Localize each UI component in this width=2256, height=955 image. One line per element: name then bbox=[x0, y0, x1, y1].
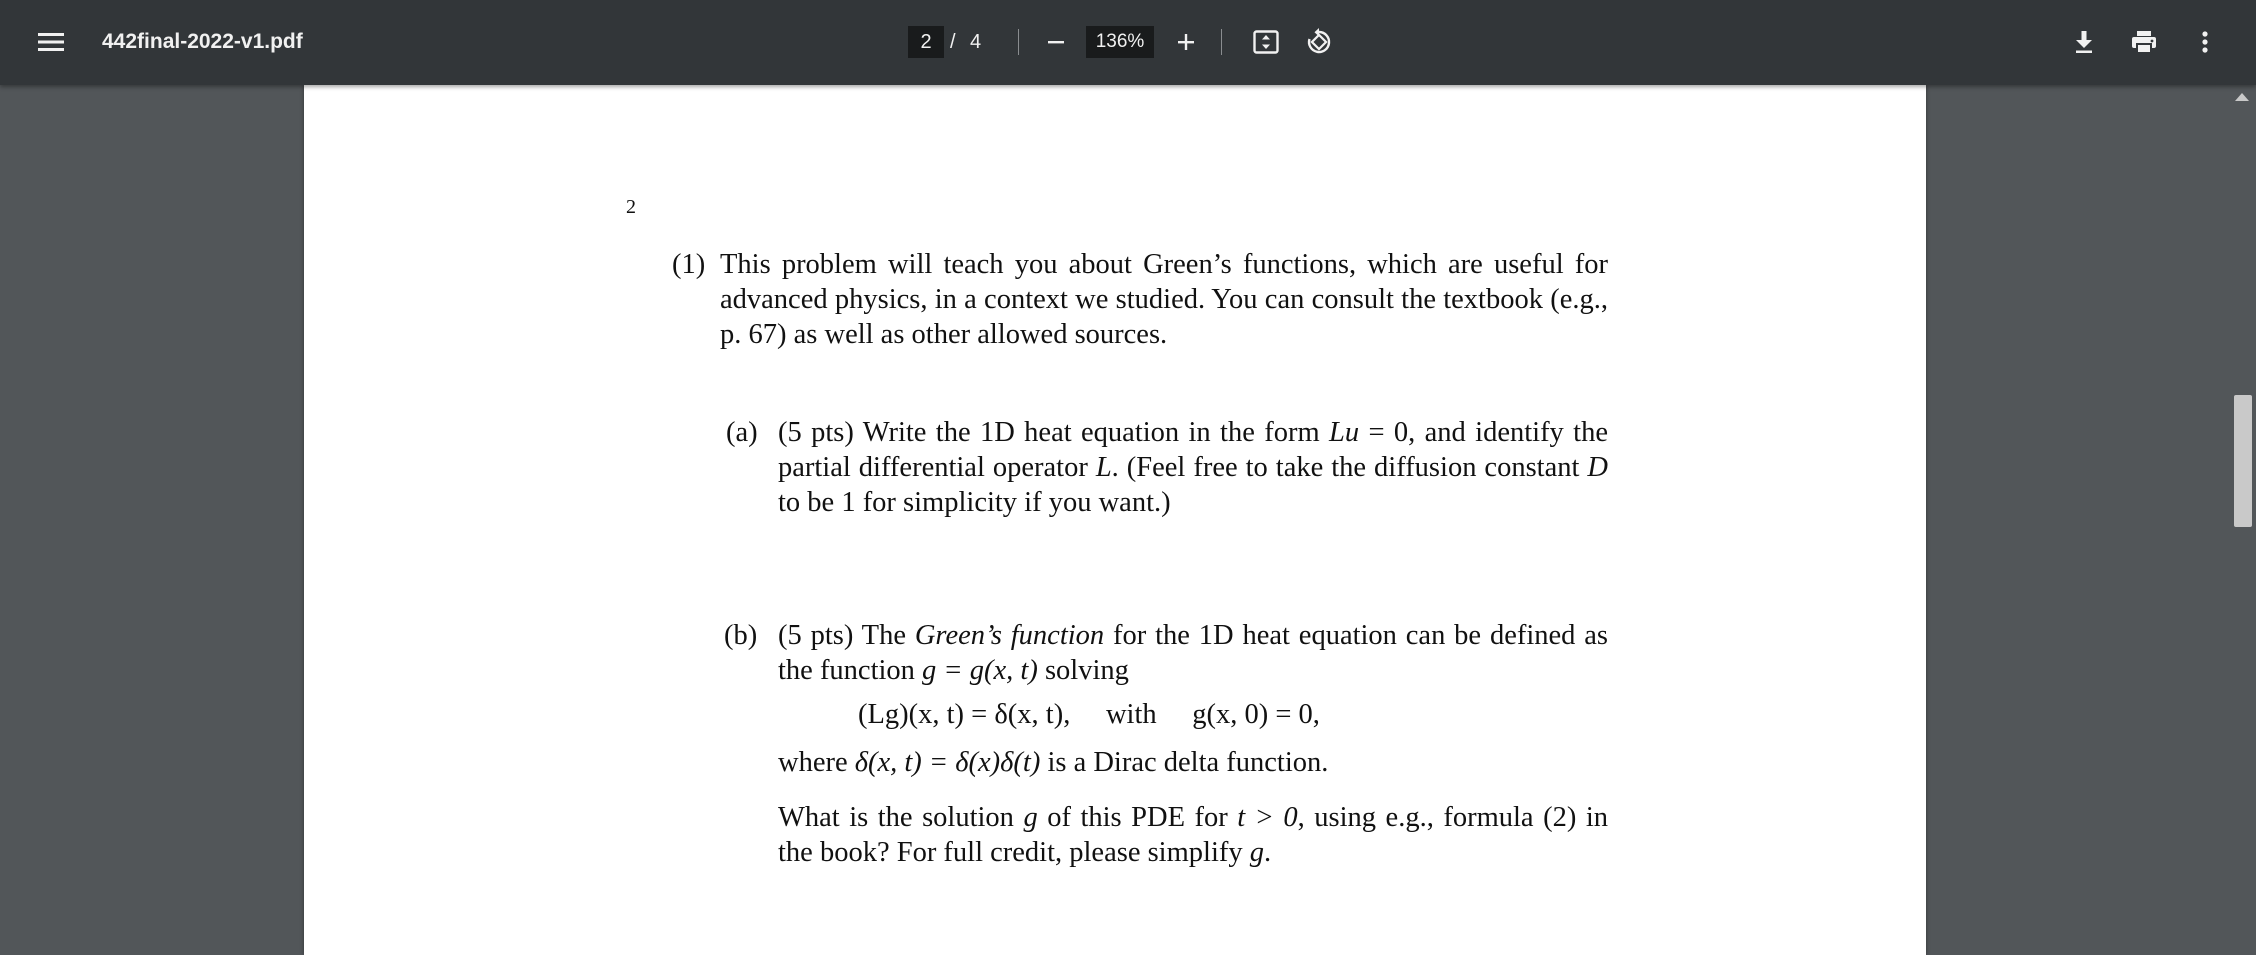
more-vert-icon bbox=[2201, 30, 2209, 54]
plus-icon bbox=[1177, 33, 1195, 51]
minus-icon bbox=[1047, 33, 1065, 51]
page-number: 2 bbox=[626, 196, 636, 218]
scroll-up-arrow-icon[interactable] bbox=[2235, 93, 2249, 101]
green-function-equation: (Lg)(x, t) = δ(x, t), with g(x, 0) = 0, bbox=[858, 699, 1320, 730]
toolbar-divider bbox=[1018, 29, 1019, 55]
page-separator: / bbox=[950, 31, 956, 53]
part-b-question: What is the solution g of this PDE for t > 0, using e.g., formula (2) in the book? For full credit, please simplify g. bbox=[778, 802, 1608, 868]
rotate-icon bbox=[1305, 28, 1333, 56]
print-button[interactable] bbox=[2123, 21, 2165, 63]
more-options-button[interactable] bbox=[2184, 21, 2226, 63]
part-a-number: (a) bbox=[726, 417, 758, 448]
fit-to-page-button[interactable] bbox=[1245, 21, 1287, 63]
zoom-level-input[interactable]: 136% bbox=[1086, 26, 1154, 58]
problem-number: (1) bbox=[672, 249, 706, 280]
scrollbar-thumb[interactable] bbox=[2234, 395, 2252, 527]
part-b-text: (5 pts) The Green’s function for the 1D heat equation can be defined as the function g = g(x, t) solving bbox=[778, 620, 1608, 686]
fit-to-page-icon bbox=[1253, 30, 1279, 54]
delta-definition: where δ(x, t) = δ(x)δ(t) is a Dirac delta function. bbox=[778, 747, 1329, 778]
print-icon bbox=[2131, 30, 2157, 54]
part-a-text: (5 pts) Write the 1D heat equation in the form Lu = 0, and identify the partial differential operator L. (Feel free to take the diffusion constant D to be 1 for simplicity if you want.) bbox=[778, 417, 1608, 518]
pdf-viewer[interactable] bbox=[0, 85, 2256, 935]
document-title: 442final-2022-v1.pdf bbox=[102, 30, 303, 53]
page-total: 4 bbox=[970, 31, 982, 53]
problem-text: This problem will teach you about Green’s functions, which are useful for advanced physics, in a context we studied. You can consult the textbook (e.g., p. 67) as well as other allowed sources. bbox=[720, 249, 1608, 350]
part-b-number: (b) bbox=[724, 620, 758, 651]
rotate-button[interactable] bbox=[1298, 21, 1340, 63]
page-number-input[interactable]: 2 bbox=[908, 26, 944, 58]
download-icon bbox=[2074, 30, 2094, 54]
pdf-page bbox=[304, 85, 1926, 955]
zoom-out-button[interactable] bbox=[1035, 21, 1077, 63]
zoom-in-button[interactable] bbox=[1165, 21, 1207, 63]
menu-icon[interactable] bbox=[30, 21, 72, 63]
toolbar-divider bbox=[1221, 29, 1222, 55]
pdf-toolbar bbox=[0, 0, 2256, 85]
download-button[interactable] bbox=[2063, 21, 2105, 63]
